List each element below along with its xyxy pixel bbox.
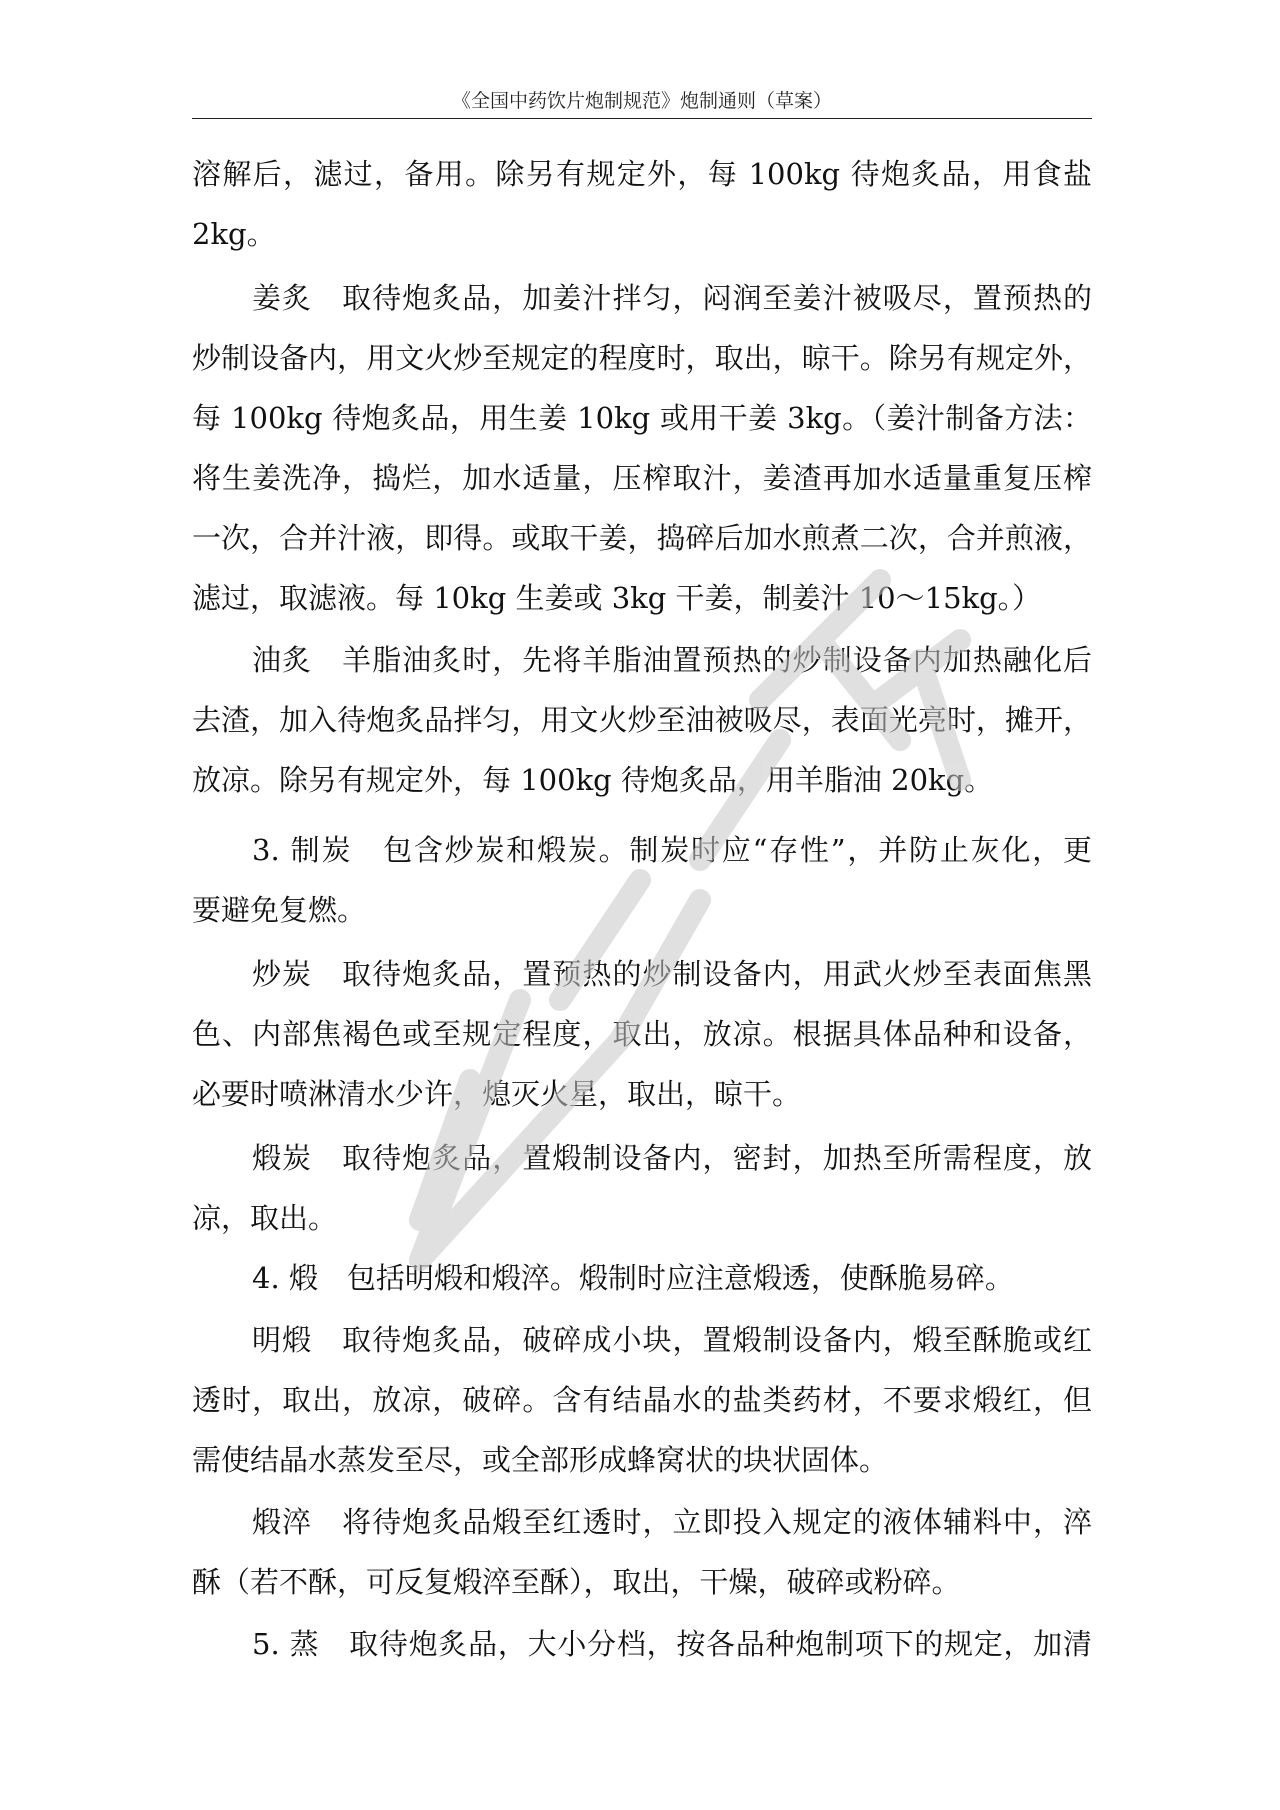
section-heading-line: 5. 蒸 取待炮炙品，大小分档，按各品种炮制项下的规定，加清: [252, 1627, 1092, 1661]
section-heading-line: 4. 煅 包括明煅和煅淬。煅制时应注意煅透，使酥脆易碎。: [252, 1261, 1014, 1295]
text-line: 透时，取出，放凉，破碎。含有结晶水的盐类药材，不要求煅红，但: [192, 1383, 1092, 1417]
text-line: 放凉。除另有规定外，每 100kg 待炮炙品，用羊脂油 20kg。: [192, 763, 994, 797]
text-line: 去渣，加入待炮炙品拌匀，用文火炒至油被吸尽，表面光亮时，摊开，: [192, 703, 1092, 737]
text-line: 煅炭 取待炮炙品，置煅制设备内，密封，加热至所需程度，放: [252, 1141, 1092, 1175]
text-line: 必要时喷淋清水少许，熄灭火星，取出，晾干。: [192, 1077, 802, 1111]
text-line: 滤过，取滤液。每 10kg 生姜或 3kg 干姜，制姜汁 10～15kg。）: [192, 581, 1042, 615]
text-line: 炒炭 取待炮炙品，置预热的炒制设备内，用武火炒至表面焦黑: [252, 957, 1092, 991]
text-line: 姜炙 取待炮炙品，加姜汁拌匀，闷润至姜汁被吸尽，置预热的: [252, 281, 1092, 315]
text-line: 每 100kg 待炮炙品，用生姜 10kg 或用干姜 3kg。（姜汁制备方法：: [192, 401, 1092, 435]
text-line: 酥（若不酥，可反复煅淬至酥），取出，干燥，破碎或粉碎。: [192, 1565, 961, 1599]
text-line: 炒制设备内，用文火炒至规定的程度时，取出，晾干。除另有规定外，: [192, 341, 1092, 375]
text-line: 油炙 羊脂油炙时，先将羊脂油置预热的炒制设备内加热融化后: [252, 643, 1092, 677]
text-line: 一次，合并汁液，即得。或取干姜，捣碎后加水煎煮二次，合并煎液，: [192, 521, 1092, 555]
text-line: 溶解后，滤过，备用。除另有规定外，每 100kg 待炮炙品，用食盐: [192, 157, 1092, 191]
header-divider: [192, 118, 1092, 119]
section-heading-line: 3. 制炭 包含炒炭和煅炭。制炭时应“存性”，并防止灰化，更: [252, 833, 1092, 867]
text-line: 2kg。: [192, 217, 276, 251]
text-line: 需使结晶水蒸发至尽，或全部形成蜂窝状的块状固体。: [192, 1443, 889, 1477]
text-line: 煅淬 将待炮炙品煅至红透时，立即投入规定的液体辅料中，淬: [252, 1505, 1092, 1539]
text-line: 色、内部焦褐色或至规定程度，取出，放凉。根据具体品种和设备，: [192, 1017, 1092, 1051]
text-line: 明煅 取待炮炙品，破碎成小块，置煅制设备内，煅至酥脆或红: [252, 1323, 1092, 1357]
text-line: 要避免复燃。: [192, 893, 367, 927]
page-header-title: 《全国中药饮片炮制规范》炮制通则（草案）: [451, 90, 832, 112]
text-line: 将生姜洗净，捣烂，加水适量，压榨取汁，姜渣再加水适量重复压榨: [192, 461, 1092, 495]
text-line: 凉，取出。: [192, 1201, 338, 1235]
